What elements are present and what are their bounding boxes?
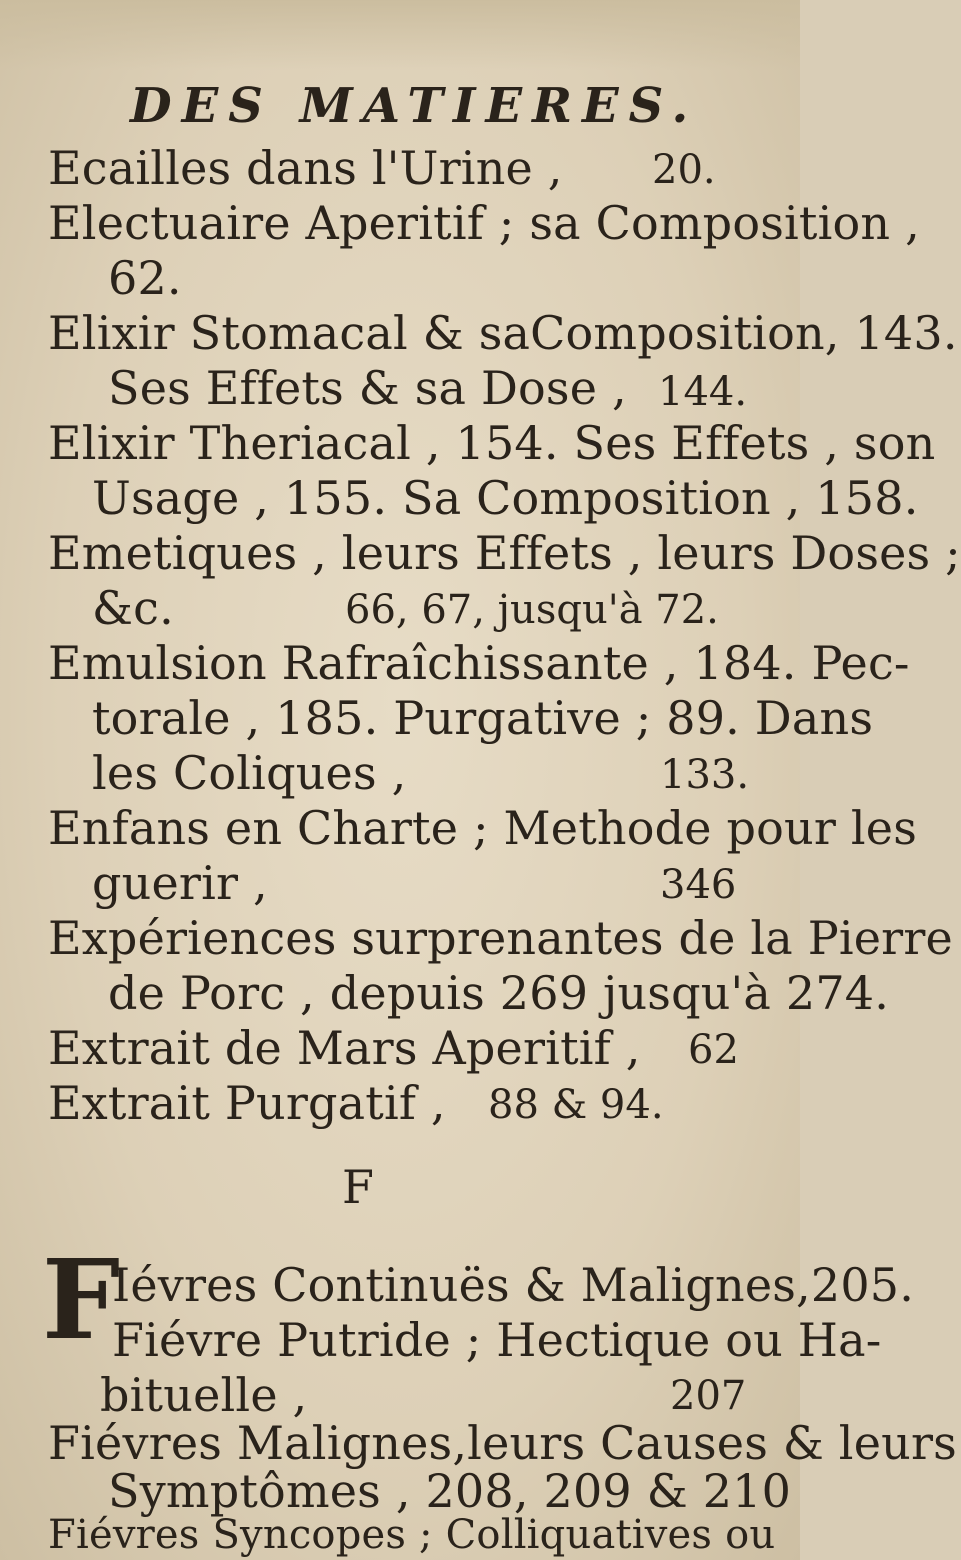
index-entry: Ecailles dans l'Urine , (48, 141, 563, 195)
page-ref: 346 (660, 862, 737, 908)
page-ref: 144. (658, 369, 748, 415)
page-ref: 62 (688, 1027, 739, 1073)
page-ref: 133. (660, 752, 750, 798)
page-ref: 66, 67, jusqu'à 72. (345, 587, 719, 633)
index-entry: Ses Effets & sa Dose , (108, 361, 627, 415)
index-entry: guerir , (92, 856, 268, 910)
index-entry: Fiévres Syncopes ; Colliquatives ou (48, 1512, 776, 1558)
index-entry: Electuaire Aperitif ; sa Composition , (48, 196, 920, 250)
index-entry: Usage , 155. Sa Composition , 158. (92, 471, 919, 525)
index-entry: Expériences surprenantes de la Pierre (48, 911, 953, 965)
index-entry: Iévres Continuës & Malignes,205. (112, 1258, 915, 1312)
page-ref: 88 & 94. (488, 1082, 664, 1128)
page-header: DES MATIERES. (130, 78, 699, 134)
index-entry: Elixir Stomacal & saComposition, 143. (48, 306, 958, 360)
index-entry: Emetiques , leurs Effets , leurs Doses ; (48, 526, 961, 580)
index-entry: Extrait Purgatif , (48, 1076, 446, 1130)
index-entry: 62. (108, 251, 182, 305)
index-entry: torale , 185. Purgative ; 89. Dans (92, 691, 874, 745)
index-entry: Enfans en Charte ; Methode pour les (48, 801, 918, 855)
page-ref: 20. (652, 147, 716, 193)
index-entry: les Coliques , (92, 746, 407, 800)
index-entry: Extrait de Mars Aperitif , (48, 1021, 641, 1075)
section-letter: F (342, 1160, 374, 1214)
index-entry: &c. (92, 581, 174, 635)
page-ref: 207 (670, 1373, 747, 1419)
index-entry: Symptômes , 208, 209 & 210 (108, 1464, 792, 1518)
index-entry: bituelle , (100, 1368, 308, 1422)
index-entry: de Porc , depuis 269 jusqu'à 274. (108, 966, 890, 1020)
drop-cap: F (42, 1235, 121, 1364)
index-entry: Emulsion Rafraîchissante , 184. Pec- (48, 636, 910, 690)
index-entry: Fiévres Malignes,leurs Causes & leurs (48, 1416, 957, 1470)
index-entry: Fiévre Putride ; Hectique ou Ha- (112, 1313, 882, 1367)
index-entry: Elixir Theriacal , 154. Ses Effets , son (48, 416, 936, 470)
